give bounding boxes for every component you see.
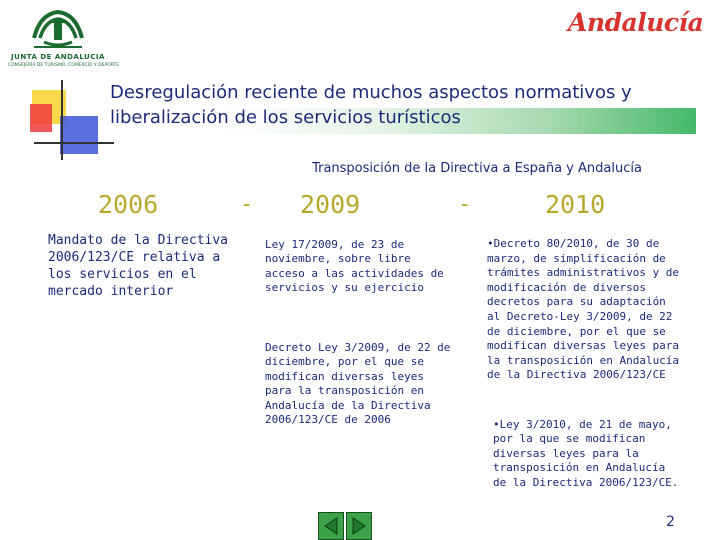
text-2006-mandate: Mandato de la Directiva 2006/123/CE relativa a los servicios en el mercado interior <box>48 233 229 299</box>
andalucia-logo-text: Andalucía <box>568 8 704 37</box>
slide-navigation <box>318 512 374 540</box>
slide-title: Desregulación reciente de muchos aspectos normativos y liberalización de los servicios turísticos <box>110 82 632 128</box>
triangle-right-icon <box>351 517 367 535</box>
text-2009-decreto-ley: Decreto Ley 3/2009, de 22 de diciembre, por el que se modifican diversas leyes para la transposición en Andalucía de la Directiva 2006/123/CE de 2006 <box>265 341 451 427</box>
year-2009: 2009 <box>300 190 361 219</box>
title-deco-horizontal-line <box>34 142 114 144</box>
timeline-separator-2: - <box>458 192 472 217</box>
title-deco-red <box>30 104 52 132</box>
transposition-heading: Transposición de la Directiva a España y Andalucía <box>312 161 642 176</box>
text-2009-ley-17: Ley 17/2009, de 23 de noviembre, sobre libre acceso a las actividades de servicios y su ejercicio <box>265 238 444 295</box>
timeline-separator-1: - <box>240 192 254 217</box>
junta-logo-subtitle: CONSEJERÍA DE TURISMO, COMERCIO Y DEPORTE <box>8 63 120 68</box>
next-slide-button[interactable] <box>346 512 372 540</box>
year-2006: 2006 <box>98 190 159 219</box>
title-deco-blue <box>60 116 98 154</box>
andalucia-logo <box>568 4 704 44</box>
triangle-left-icon <box>323 517 339 535</box>
year-2010: 2010 <box>545 190 606 219</box>
title-deco-vertical-line <box>61 80 63 160</box>
junta-logo <box>8 8 120 72</box>
junta-emblem-icon <box>30 8 86 52</box>
text-2010-decreto-80: •Decreto 80/2010, de 30 de marzo, de simplificación de trámites administrativos y de modificación de diversos decretos para su adaptación al Decreto-Ley 3/2009, de 22 de diciembre, por el que se modifican diversas leyes para la transposición en Andalucía de la Directiva 2006/123/CE <box>487 237 680 382</box>
page-number: 2 <box>666 514 675 530</box>
previous-slide-button[interactable] <box>318 512 344 540</box>
text-2010-ley-3: •Ley 3/2010, de 21 de mayo, por la que se modifican diversas leyes para la transposición en Andalucía de la Directiva 2006/123/CE. <box>493 418 679 489</box>
junta-logo-title: JUNTA DE ANDALUCIA <box>11 53 105 61</box>
